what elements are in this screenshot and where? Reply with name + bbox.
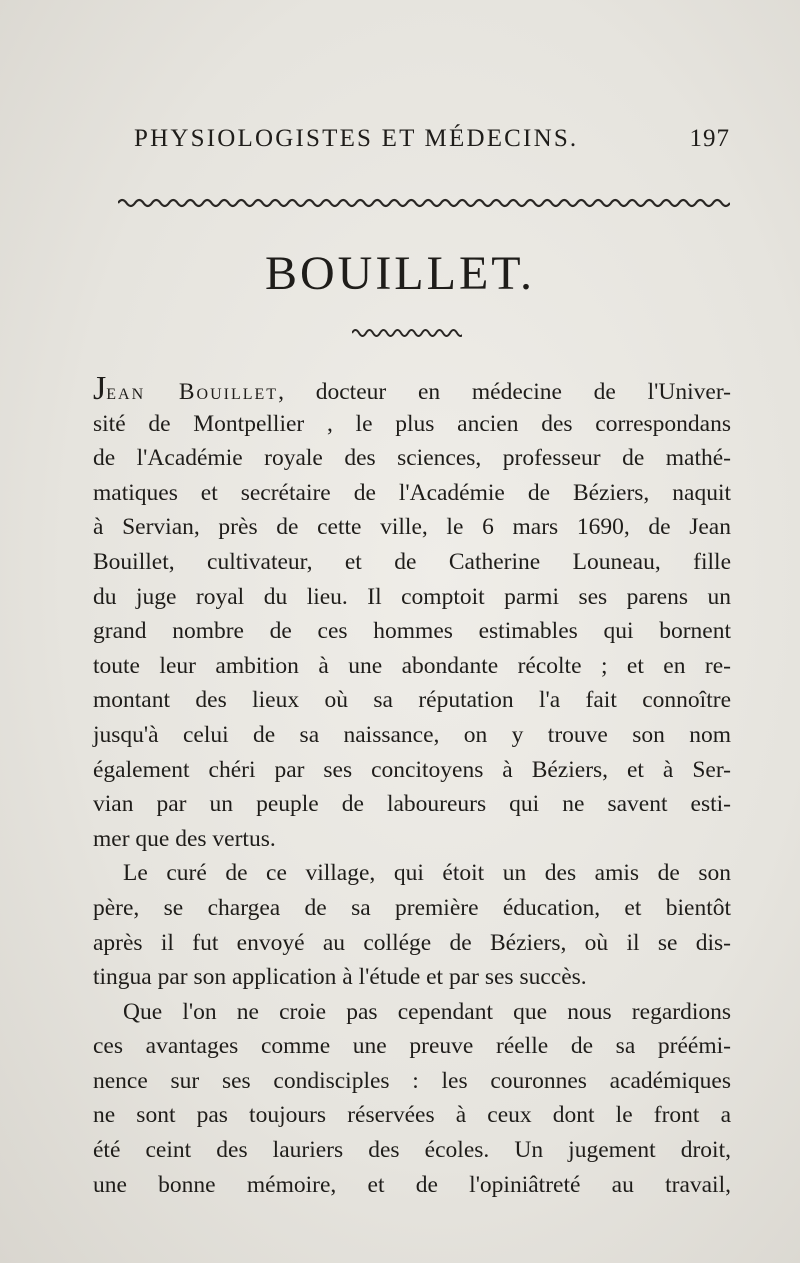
text-line: matiques et secrétaire de l'Académie de Béziers, naquit	[93, 479, 731, 506]
author-name: ean Bouillet	[106, 379, 279, 405]
text-line	[93, 372, 731, 407]
text-line: ne sont pas toujours réservées à ceux dont le front a	[93, 1102, 731, 1129]
text-line: une bonne mémoire, et de l'opiniâtreté au travail,	[93, 1171, 731, 1198]
text-line: jusqu'à celui de sa naissance, on y trouve son nom	[93, 721, 731, 748]
paragraph-3	[93, 995, 731, 1203]
body-text	[93, 372, 731, 1202]
text-line: père, se chargea de sa première éducation, et bientôt	[93, 894, 731, 921]
paragraph-2	[93, 856, 731, 994]
page-number: 197	[689, 125, 730, 152]
text-line: été ceint des lauriers des écoles. Un jugement droit,	[93, 1137, 731, 1164]
text-line: montant des lieux où sa réputation l'a fait connoître	[93, 687, 731, 714]
text-line: sité de Montpellier , le plus ancien des correspondans	[93, 410, 731, 437]
text-line: grand nombre de ces hommes estimables qui bornent	[93, 618, 731, 645]
paragraph-1	[93, 372, 731, 856]
text-line: ces avantages comme une preuve réelle de sa préémi-	[93, 1033, 731, 1060]
text-line: Le curé de ce village, qui étoit un des amis de son	[123, 860, 731, 887]
text-line: mer que des vertus.	[93, 825, 276, 852]
wavy-rule	[118, 196, 730, 210]
text-line: Que l'on ne croie pas cependant que nous regardions	[123, 998, 731, 1025]
text-line: nence sur ses condisciples : les couronnes académiques	[93, 1067, 731, 1094]
text-line: après il fut envoyé au collége de Béziers, où il se dis-	[93, 929, 731, 956]
text-line: également chéri par ses concitoyens à Béziers, et à Ser-	[93, 756, 731, 783]
text-span: , docteur en médecine de l'Univer-	[278, 379, 732, 405]
text-line: de l'Académie royale des sciences, professeur de mathé-	[93, 445, 731, 472]
ornament-rule	[352, 326, 462, 340]
text-line: tingua par son application à l'étude et par ses succès.	[93, 964, 587, 991]
running-head	[134, 125, 730, 153]
text-line: du juge royal du lieu. Il comptoit parmi ses parens un	[93, 583, 731, 610]
text-line: à Servian, près de cette ville, le 6 mars 1690, de Jean	[93, 514, 731, 541]
drop-initial: J	[93, 370, 107, 407]
text-line: vian par un peuple de laboureurs qui ne savent esti-	[93, 791, 731, 818]
running-title: PHYSIOLOGISTES ET MÉDECINS.	[134, 125, 579, 152]
text-line: toute leur ambition à une abondante récolte ; et en re-	[93, 652, 731, 679]
article-title: BOUILLET.	[264, 247, 536, 300]
text-line: Bouillet, cultivateur, et de Catherine Louneau, fille	[93, 548, 731, 575]
